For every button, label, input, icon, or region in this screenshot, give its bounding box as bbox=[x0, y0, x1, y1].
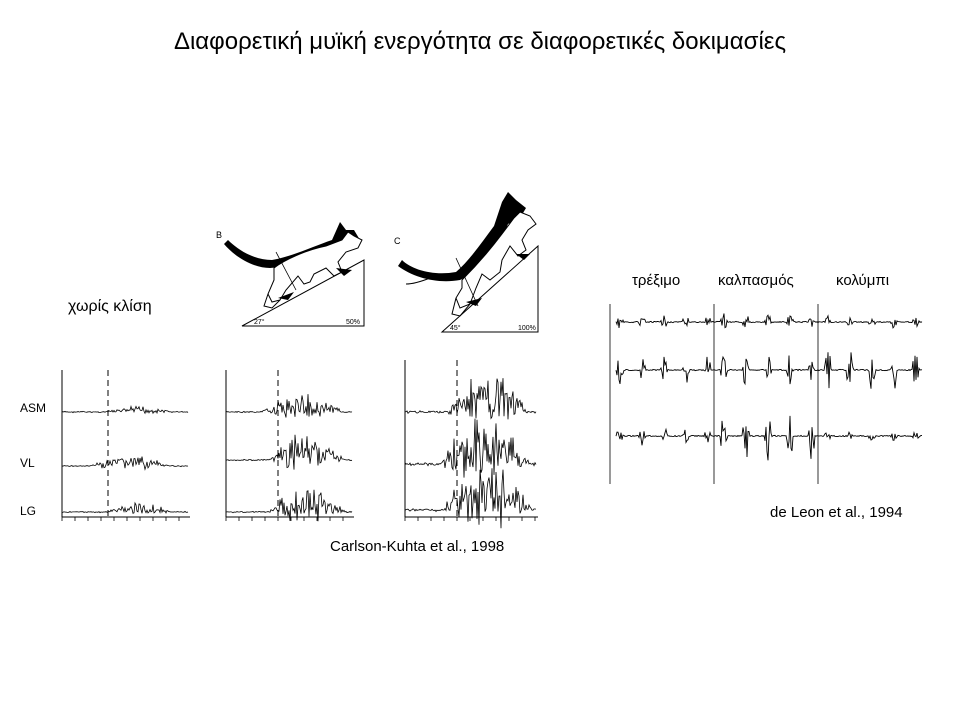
task-label-running: τρέξιμο bbox=[632, 272, 681, 289]
trace-vl bbox=[62, 457, 188, 470]
trace-row-1 bbox=[616, 314, 922, 328]
trace-label-vl: VL bbox=[20, 456, 35, 470]
trace-lg bbox=[405, 468, 536, 528]
emg-panel-flat bbox=[50, 370, 200, 525]
trace-vl bbox=[226, 435, 352, 470]
panel-letter-c: C bbox=[394, 236, 401, 246]
condition-label-no-slope: χωρίς κλίση bbox=[68, 298, 152, 315]
grade-label-50: 50% bbox=[346, 319, 361, 326]
emg-panel-tasks bbox=[610, 296, 930, 488]
trace-asm bbox=[62, 406, 188, 413]
trace-row-2 bbox=[616, 352, 922, 388]
cat-slope-45-illustration bbox=[390, 188, 550, 336]
trace-label-asm: ASM bbox=[20, 401, 47, 415]
citation-de-leon: de Leon et al., 1994 bbox=[770, 504, 903, 521]
slide-title: Διαφορετική μυϊκή ενεργότητα σε διαφορετικές δοκιμασίες bbox=[173, 28, 787, 55]
trace-lg bbox=[226, 490, 352, 521]
trace-asm bbox=[226, 394, 352, 417]
grade-label-100: 100% bbox=[518, 325, 536, 332]
task-label-swimming: κολύμπι bbox=[836, 272, 890, 289]
trace-asm bbox=[405, 378, 536, 419]
trace-vl bbox=[405, 419, 536, 478]
trace-row-3 bbox=[616, 416, 922, 460]
trace-lg bbox=[62, 503, 188, 513]
trace-label-lg: LG bbox=[20, 504, 37, 518]
panel-letter-b: B bbox=[216, 230, 223, 240]
emg-panel-45-degree bbox=[393, 360, 548, 525]
task-label-gallop: καλπασμός bbox=[718, 272, 794, 289]
angle-label-45: 45° bbox=[450, 325, 461, 332]
citation-carlson-kuhta: Carlson-Kuhta et al., 1998 bbox=[330, 538, 505, 555]
cat-slope-27-illustration bbox=[214, 210, 374, 332]
emg-panel-27-degree bbox=[214, 370, 364, 525]
angle-label-27: 27° bbox=[254, 319, 265, 326]
